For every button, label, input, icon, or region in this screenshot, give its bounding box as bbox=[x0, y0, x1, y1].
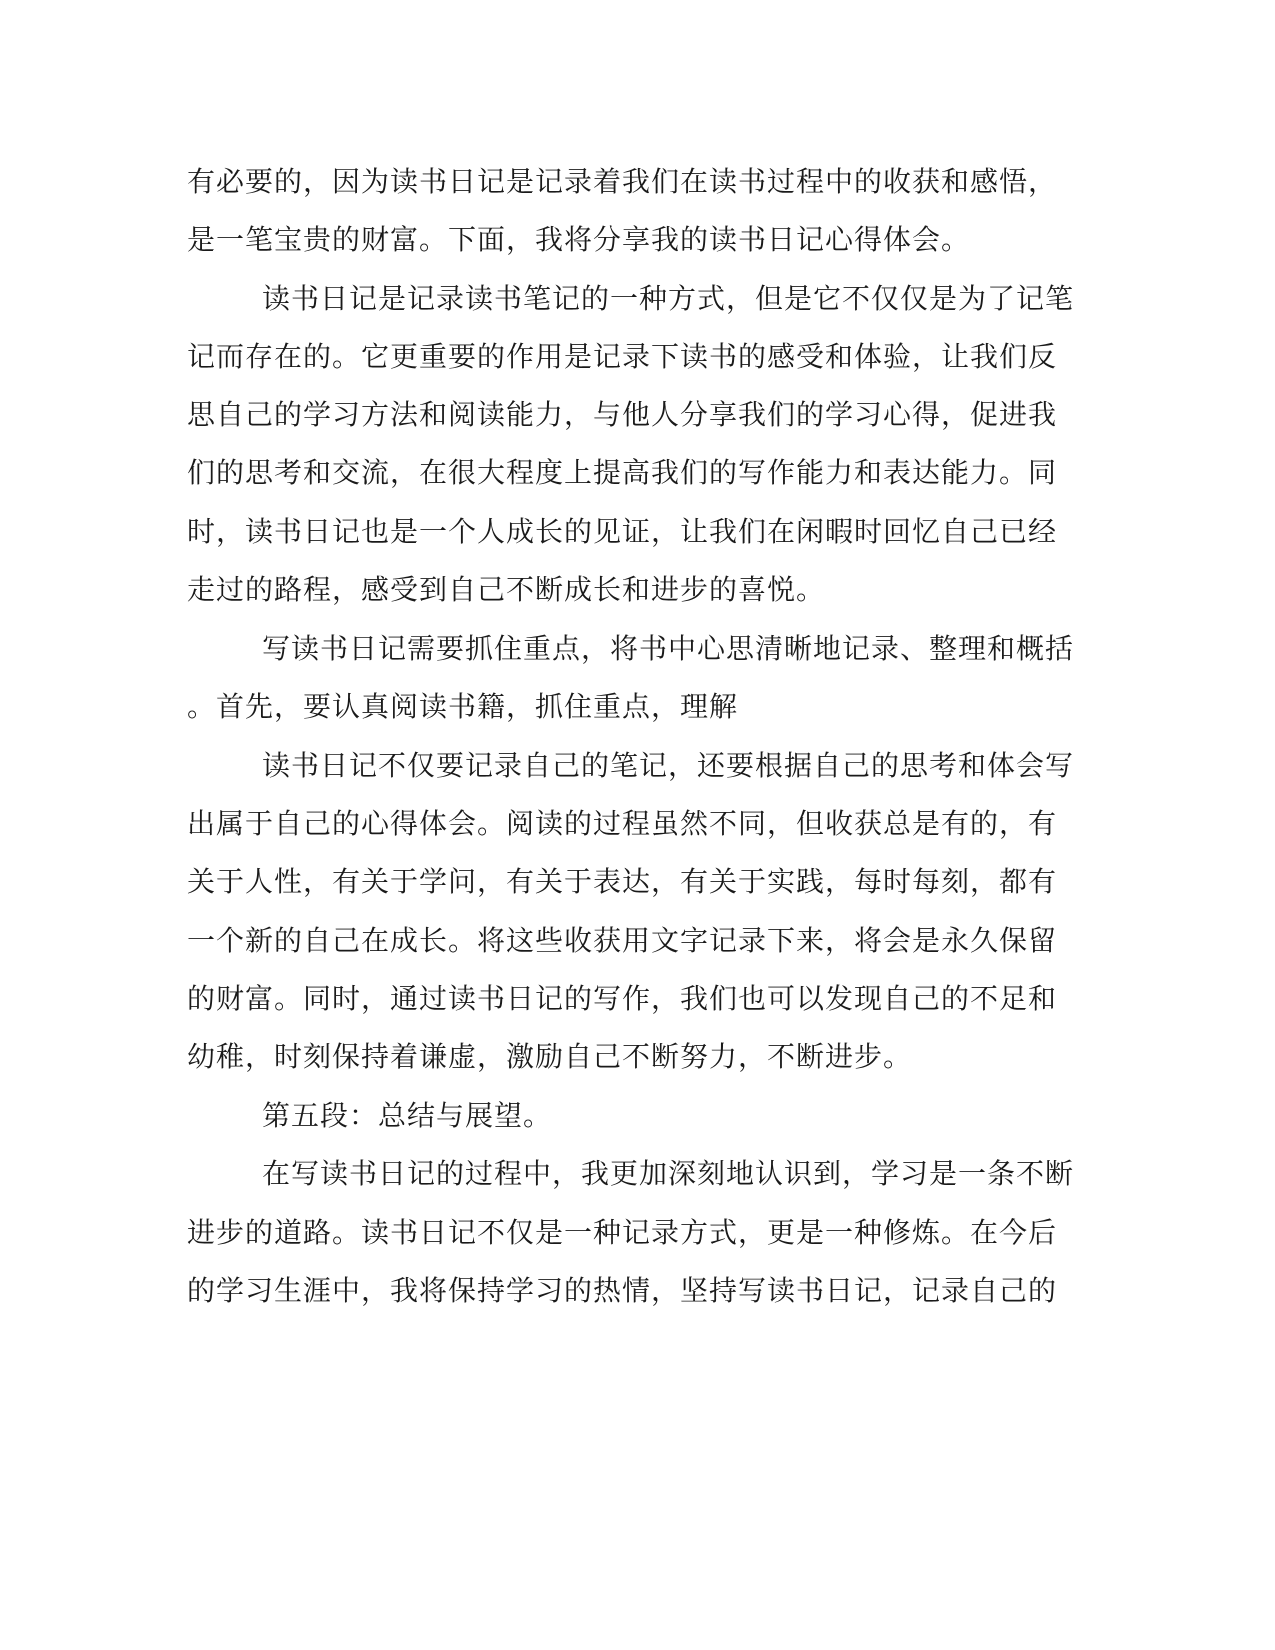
text-line: 的学习生涯中，我将保持学习的热情，坚持写读书日记，记录自己的 bbox=[187, 1274, 1058, 1307]
text-line: 的财富。同时，通过读书日记的写作，我们也可以发现自己的不足和 bbox=[187, 982, 1058, 1015]
text-line: 进步的道路。读书日记不仅是一种记录方式，更是一种修炼。在今后 bbox=[187, 1216, 1058, 1249]
text-line: 出属于自己的心得体会。阅读的过程虽然不同，但收获总是有的，有 bbox=[187, 807, 1058, 840]
text-line: 们的思考和交流，在很大程度上提高我们的写作能力和表达能力。同 bbox=[187, 456, 1058, 489]
text-line: 有必要的，因为读书日记是记录着我们在读书过程中的收获和感悟， bbox=[187, 165, 1058, 198]
section-heading: 第五段：总结与展望。 bbox=[262, 1099, 553, 1132]
paragraph-first-line: 在写读书日记的过程中，我更加深刻地认识到，学习是一条不断 bbox=[262, 1157, 1075, 1190]
text-line: 是一笔宝贵的财富。下面，我将分享我的读书日记心得体会。 bbox=[187, 223, 971, 256]
text-line: 思自己的学习方法和阅读能力，与他人分享我们的学习心得，促进我 bbox=[187, 398, 1058, 431]
text-line: 幼稚，时刻保持着谦虚，激励自己不断努力，不断进步。 bbox=[187, 1040, 913, 1073]
paragraph-first-line: 读书日记不仅要记录自己的笔记，还要根据自己的思考和体会写 bbox=[262, 749, 1075, 782]
text-line: 关于人性，有关于学问，有关于表达，有关于实践，每时每刻，都有 bbox=[187, 865, 1058, 898]
text-line: 走过的路程，感受到自己不断成长和进步的喜悦。 bbox=[187, 573, 826, 606]
paragraph-first-line: 写读书日记需要抓住重点，将书中心思清晰地记录、整理和概括 bbox=[262, 632, 1075, 665]
text-line: 一个新的自己在成长。将这些收获用文字记录下来，将会是永久保留 bbox=[187, 924, 1058, 957]
paragraph-first-line: 读书日记是记录读书笔记的一种方式，但是它不仅仅是为了记笔 bbox=[262, 282, 1075, 315]
text-line: 记而存在的。它更重要的作用是记录下读书的感受和体验，让我们反 bbox=[187, 340, 1058, 373]
text-line: 。首先，要认真阅读书籍，抓住重点，理解 bbox=[187, 690, 739, 723]
text-line: 时，读书日记也是一个人成长的见证，让我们在闲暇时回忆自己已经 bbox=[187, 515, 1058, 548]
